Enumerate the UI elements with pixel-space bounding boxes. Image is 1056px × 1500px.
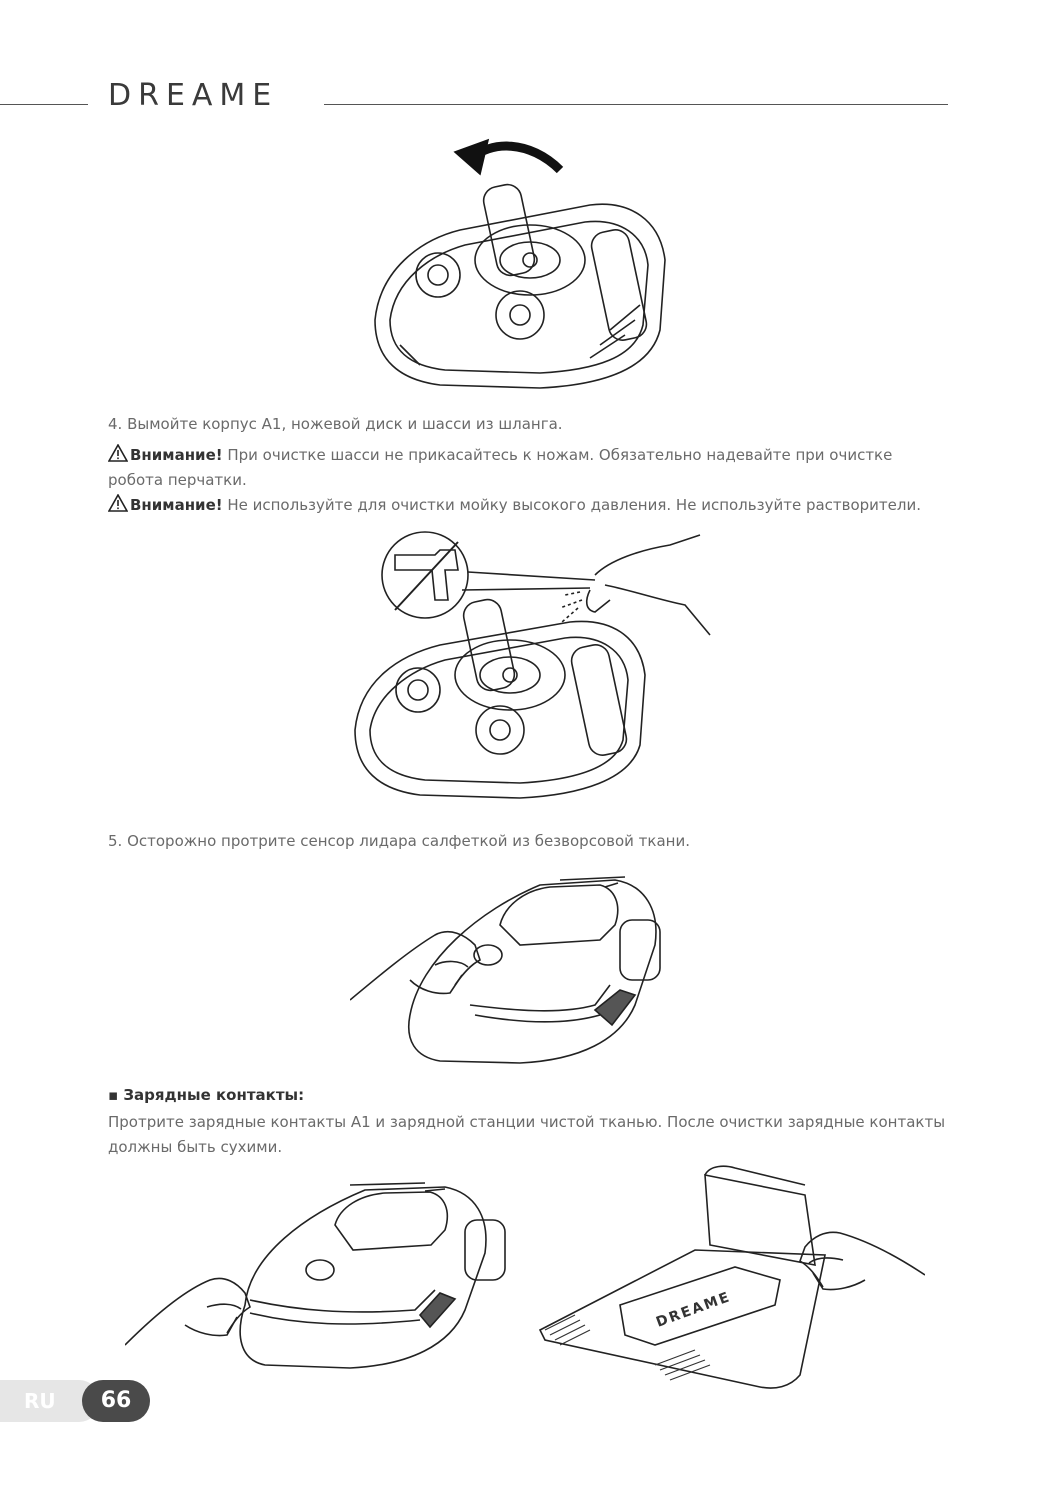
brand-logo: DREAME <box>108 78 279 113</box>
warning-1 <box>108 443 938 493</box>
hose-wash-illustration <box>340 530 720 815</box>
warning-2 <box>108 493 938 518</box>
footer-page-badge <box>82 1380 150 1422</box>
warning-1-text: При очистке шасси не прикасайтесь к ножам. Обязательно надевайте при очистке робота перчатки. <box>108 446 893 489</box>
step-5-text: 5. Осторожно протрите сенсор лидара салфеткой из безворсовой ткани. <box>108 832 690 850</box>
warning-1-label: Внимание! <box>130 446 223 464</box>
warning-2-label: Внимание! <box>130 496 223 514</box>
mower-contacts-wipe-illustration <box>125 1175 525 1375</box>
page-number: 66 <box>100 1388 132 1413</box>
station-logo: DREAME <box>654 1288 734 1331</box>
warning-icon <box>108 444 128 462</box>
warning-2-text: Не используйте для очистки мойку высокого давления. Не используйте растворители. <box>222 496 921 514</box>
lidar-wipe-illustration <box>350 865 690 1070</box>
warning-icon <box>108 494 128 512</box>
charging-contacts-text: Протрите зарядные контакты A1 и зарядной станции чистой тканью. После очистки зарядные контакты должны быть сухими. <box>108 1113 946 1156</box>
step-4-text: 4. Вымойте корпус A1, ножевой диск и шасси из шланга. <box>108 415 563 433</box>
station-contacts-wipe-illustration <box>535 1165 925 1395</box>
charging-contacts-title: ▪ Зарядные контакты: <box>108 1086 305 1104</box>
footer-language: RU <box>24 1389 56 1413</box>
header-rule-left <box>0 104 88 105</box>
mower-flip-illustration <box>360 130 680 400</box>
header-rule-right <box>324 104 948 105</box>
